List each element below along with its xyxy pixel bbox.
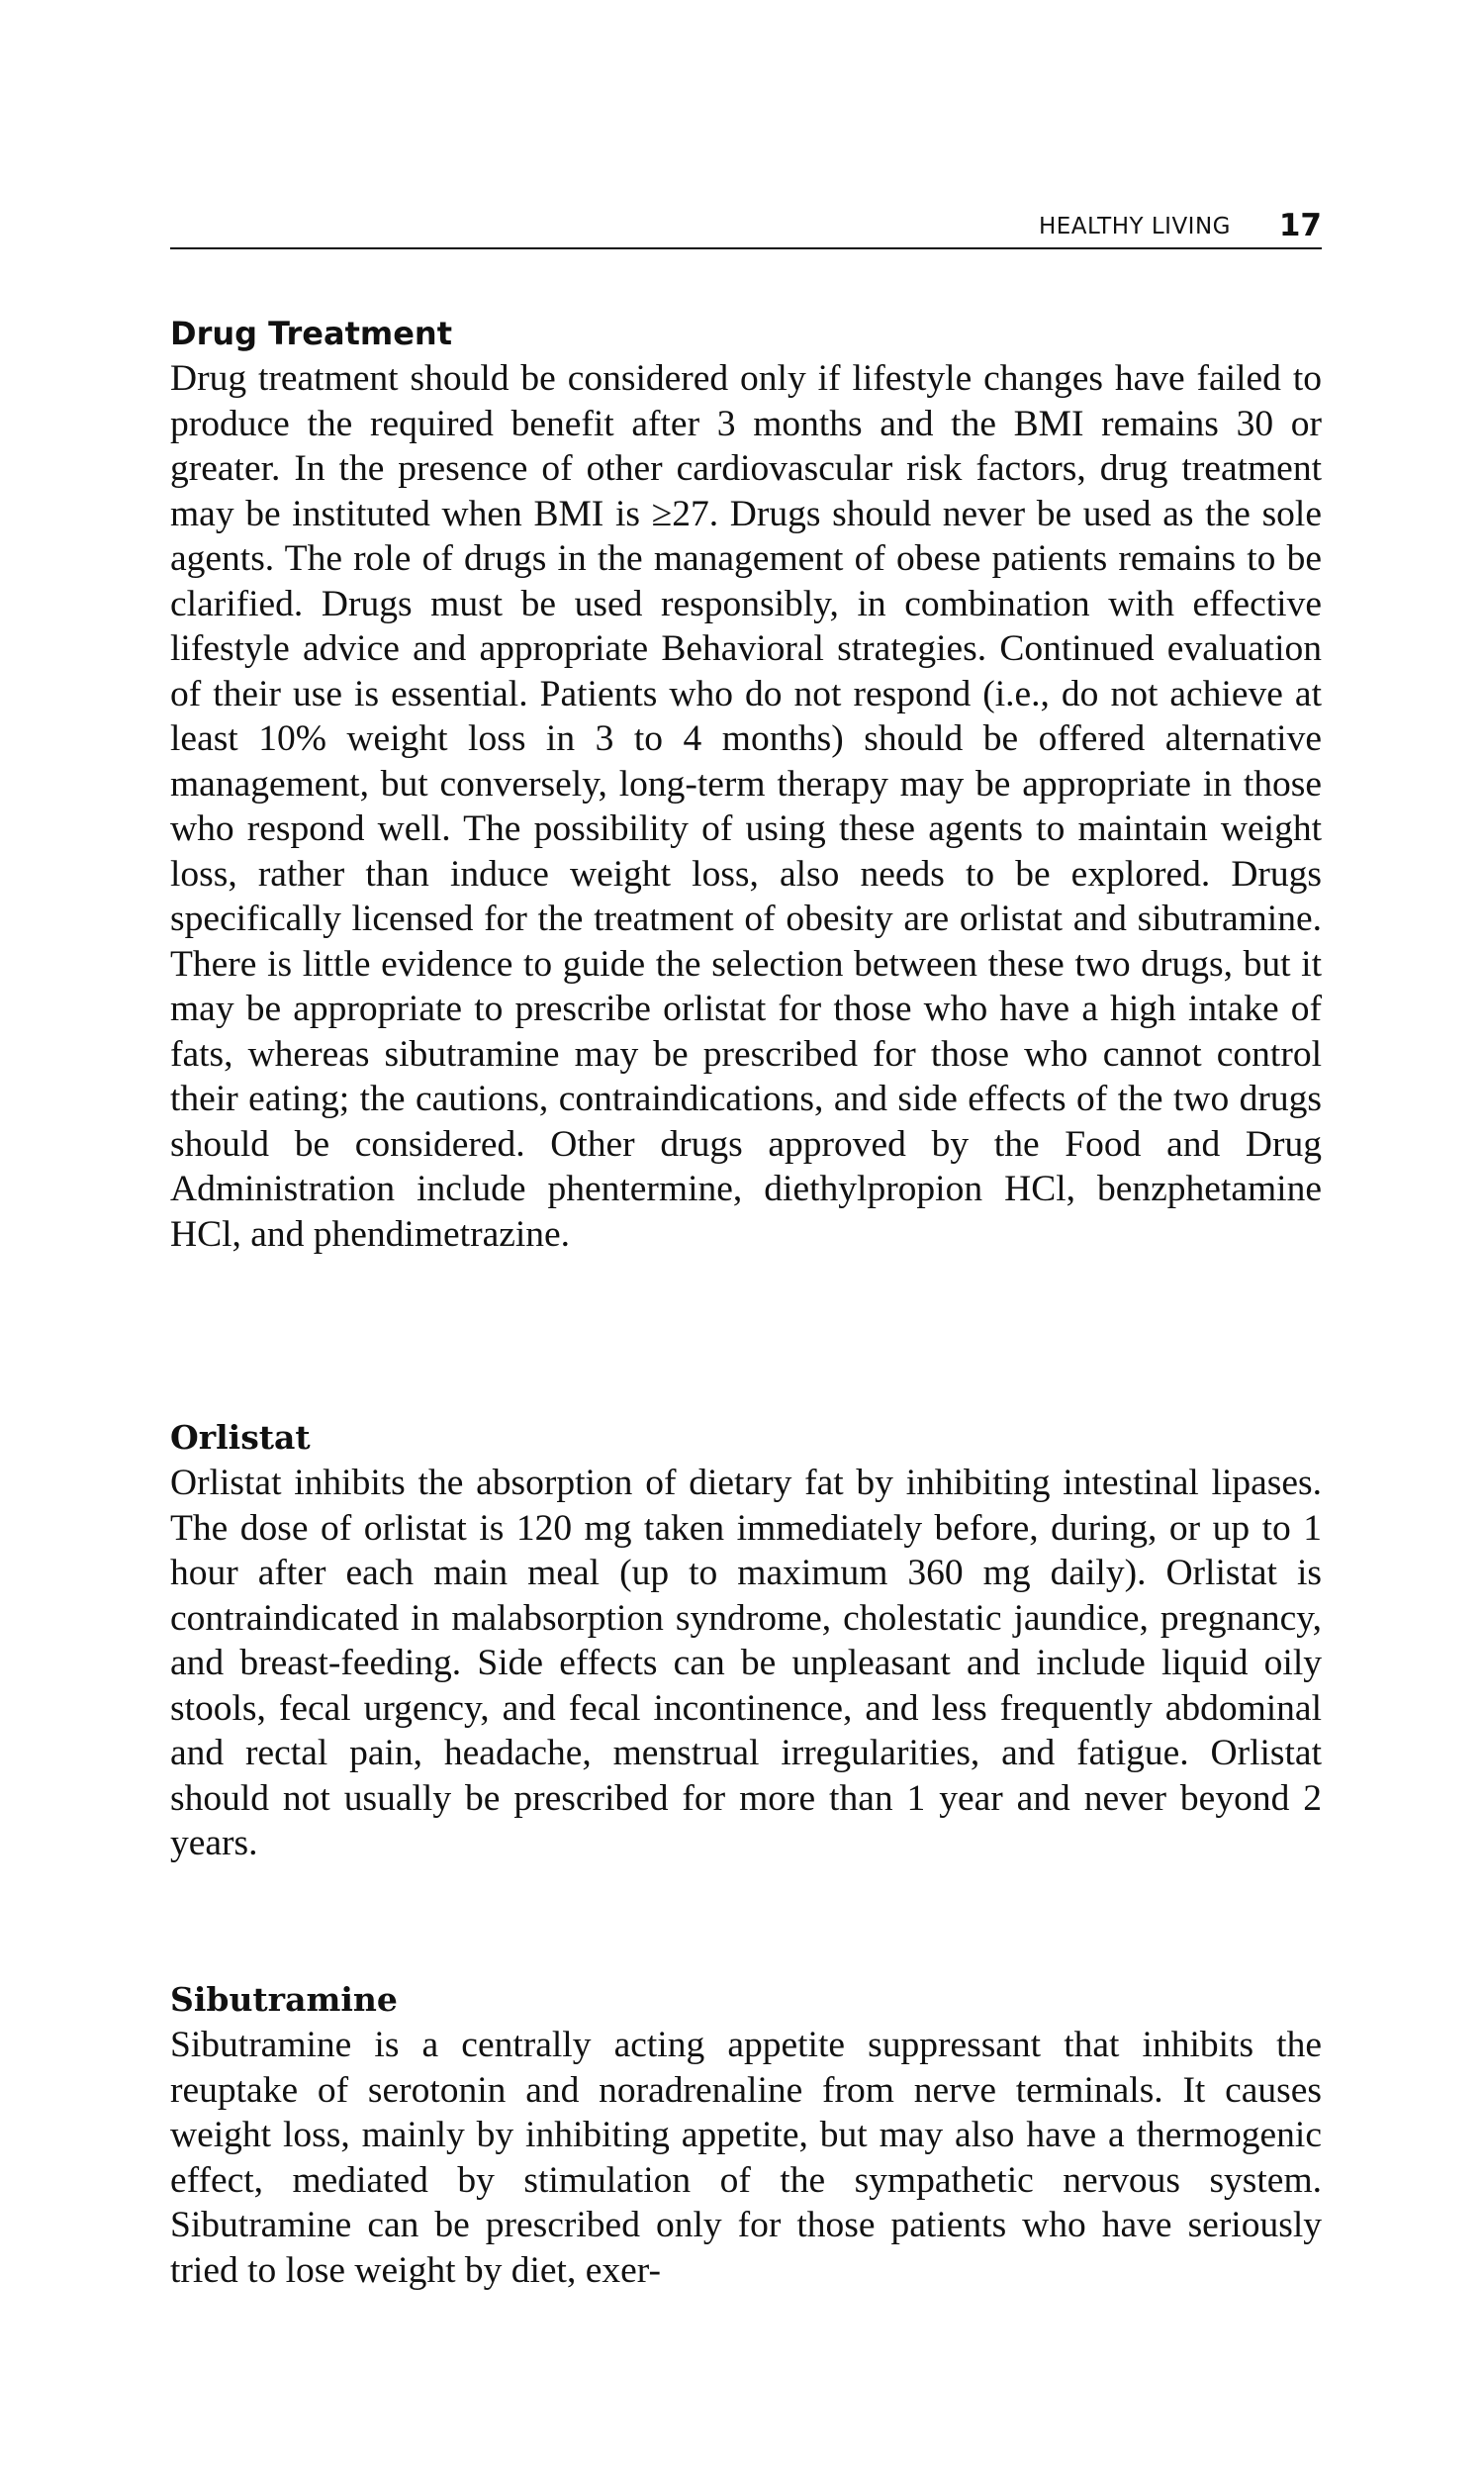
- paragraph-orlistat: Orlistat inhibits the absorption of dietary fat by inhibiting intestinal lipases. The dose of orlistat is 120 mg taken immediately before, during, or up to 1 hour after each main meal (up to maximum 360 mg daily). Orlistat is contraindicated in malabsorption syndrome, cholestatic jaundice, pregnancy, and breast-feeding. Side effects can be unpleasant and include liquid oily stools, fecal urgency, and fecal incontinence, and less frequently abdominal and rectal pain, headache, menstrual irregularities, and fatigue. Orlistat should not usually be prescribed for more than 1 year and never beyond 2 years.: [170, 1463, 1322, 1863]
- section-drug-treatment: [170, 311, 1322, 1257]
- section-heading-sibutramine: Sibutramine: [170, 1980, 398, 2019]
- section-orlistat: [170, 1415, 1322, 1866]
- paragraph-drug-treatment: Drug treatment should be considered only if lifestyle changes have failed to produce the required benefit after 3 months and the BMI remains 30 or greater. In the presence of other cardiovascular risk factors, drug treatment may be instituted when BMI is ≥27. Drugs should never be used as the sole agents. The role of drugs in the management of obese patients remains to be clarified. Drugs must be used responsibly, in combination with effective lifestyle advice and appropriate Behavioral strategies. Continued evaluation of their use is essential. Patients who do not respond (i.e., do not achieve at least 10% weight loss in 3 to 4 months) should be offered alternative management, but conversely, long-term therapy may be appropriate in those who respond well. The possibility of using these agents to maintain weight loss, rather than induce weight loss, also needs to be explored. Drugs specifically licensed for the treatment of obesity are orlistat and sibutramine. There is little evidence to guide the selection between these two drugs, but it may be appropriate to prescribe orlistat for those who have a high intake of fats, whereas sibutramine may be prescribed for those who cannot control their eating; the cautions, contraindications, and side effects of the two drugs should be considered. Other drugs approved by the Food and Drug Administration include phentermine, diethylpropion HCl, benzphetamine HCl, and phendimetrazine.: [170, 358, 1322, 1255]
- section-heading-orlistat: Orlistat: [170, 1418, 311, 1457]
- section-sibutramine: [170, 1977, 1322, 2293]
- running-title: HEALTHY LIVING: [1038, 214, 1231, 239]
- running-header: [170, 206, 1322, 249]
- page-number: 17: [1278, 208, 1322, 243]
- section-heading-drug-treatment: Drug Treatment: [170, 315, 452, 352]
- paragraph-sibutramine: Sibutramine is a centrally acting appetite suppressant that inhibits the reuptake of serotonin and noradrenaline from nerve terminals. It causes weight loss, mainly by inhibiting appetite, but may also have a thermogenic effect, mediated by stimulation of the sympathetic nervous system. Sibutramine can be prescribed only for those patients who have seriously tried to lose weight by diet, exer-: [170, 2025, 1322, 2291]
